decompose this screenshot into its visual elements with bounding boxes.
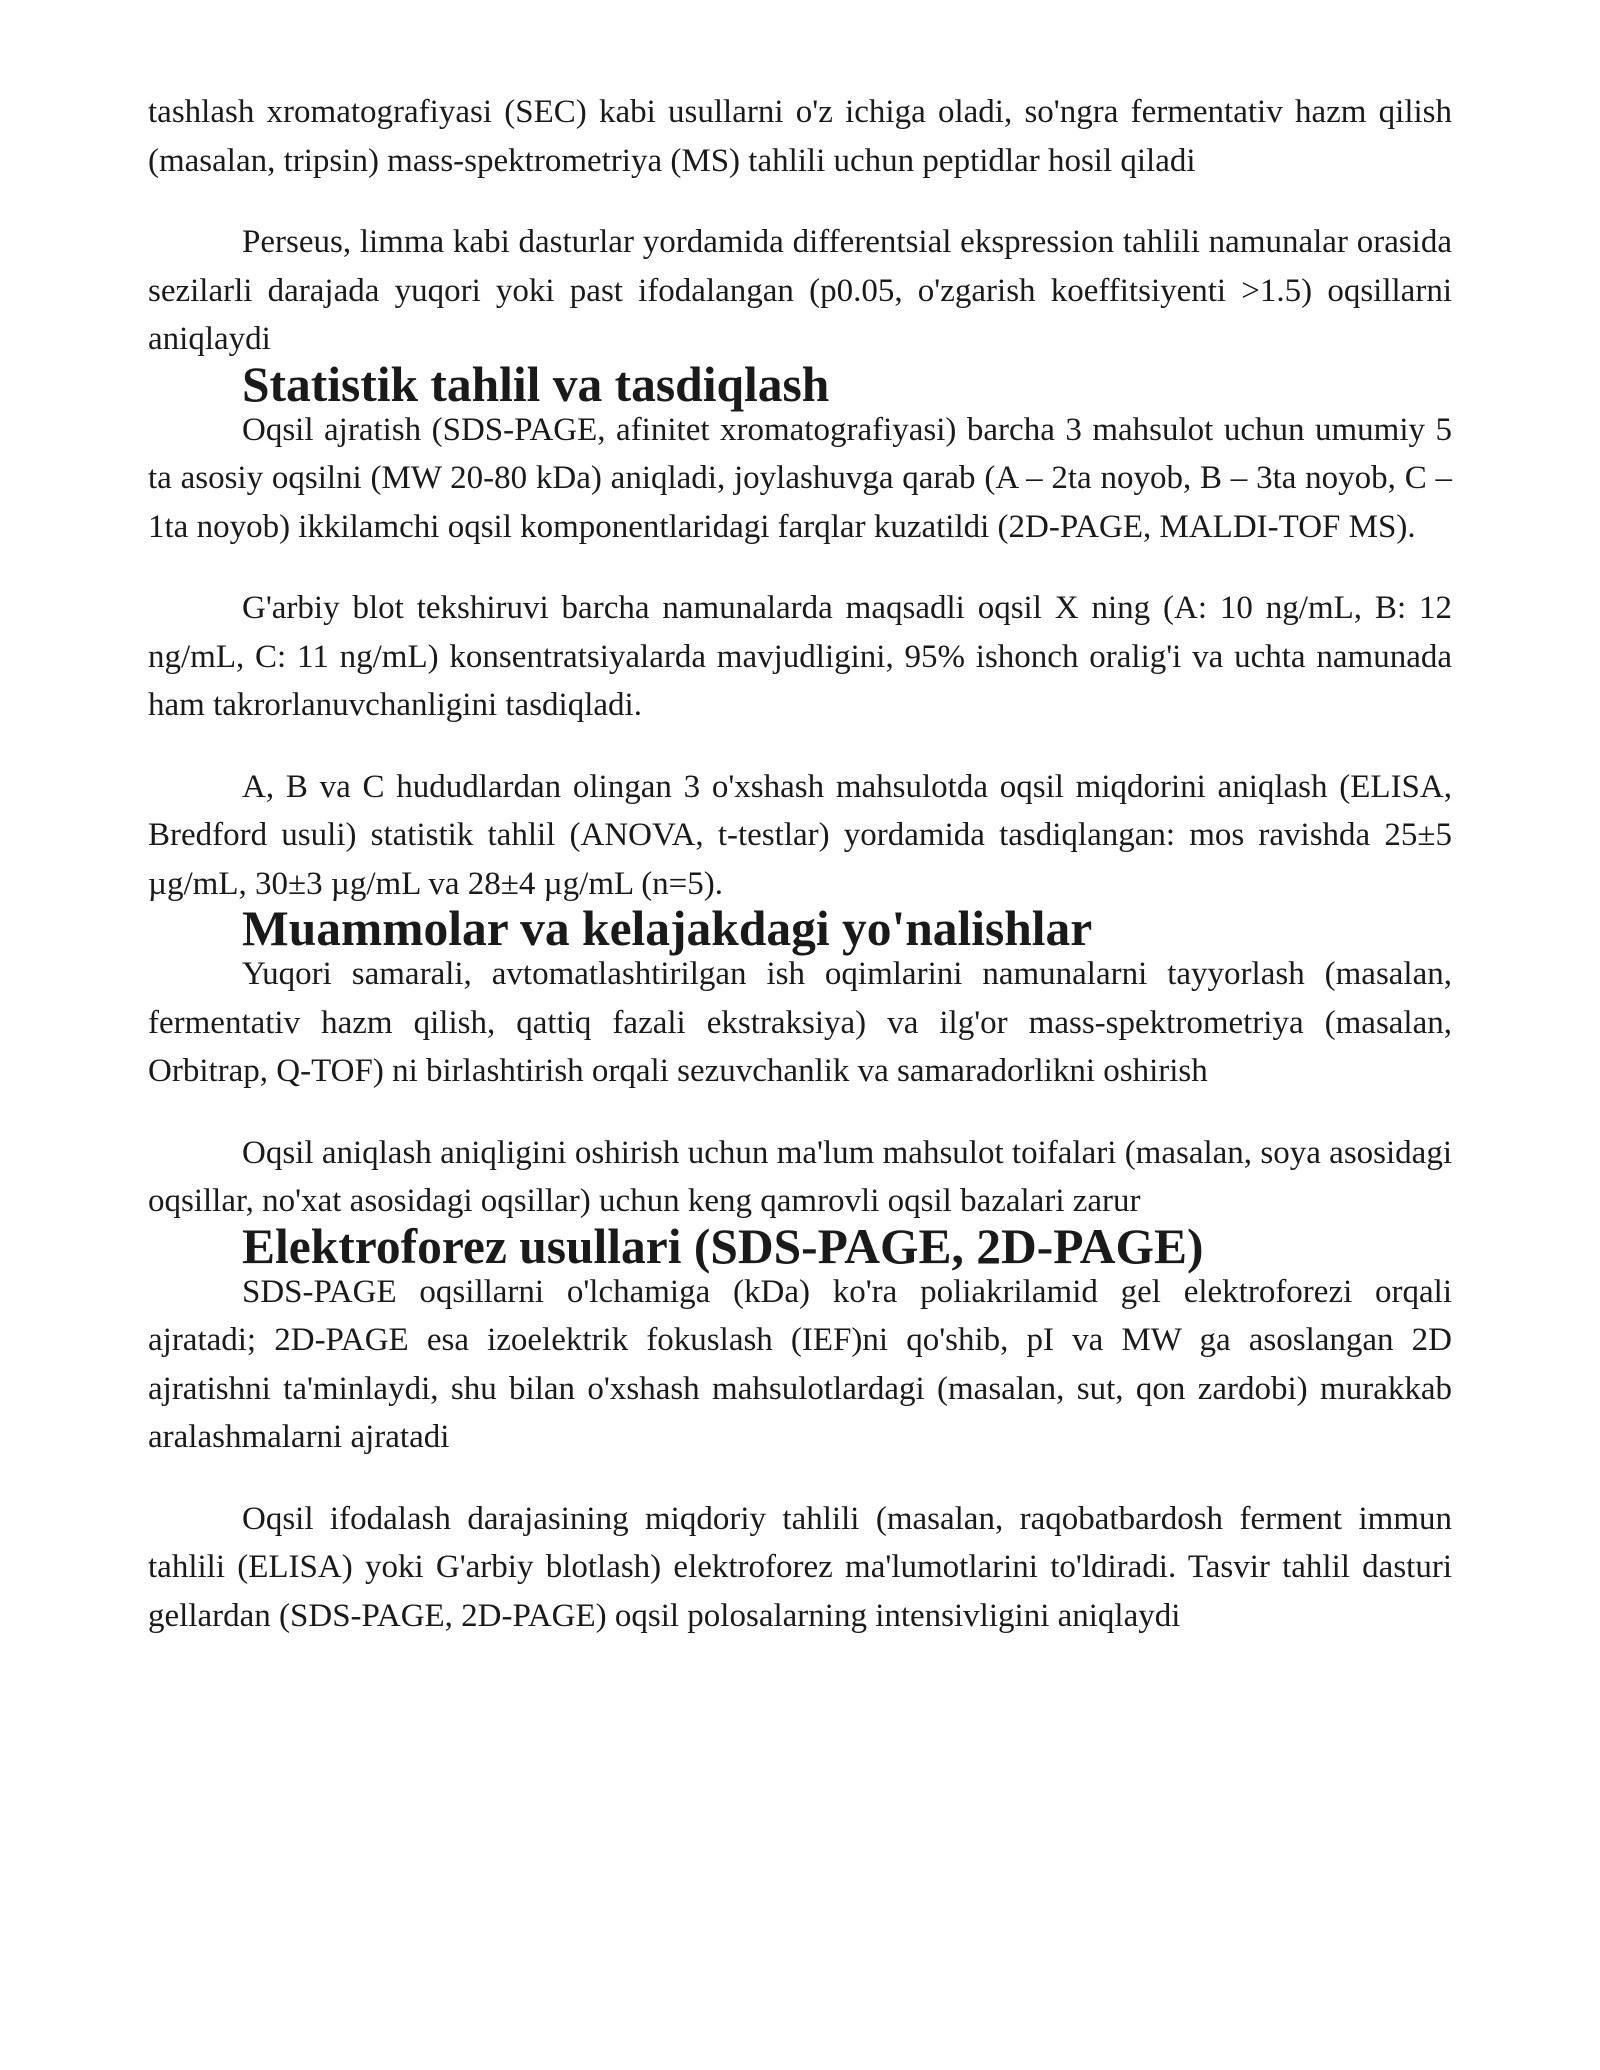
heading-electrophoresis-methods: Elektroforez usullari (SDS-PAGE, 2D-PAGE) (242, 1218, 1204, 1274)
paragraph-quantitative-analysis: Oqsil ifodalash darajasining miqdoriy tahlili (masalan, raqobatbardosh ferment immun tahlili (ELISA) yoki G'arbiy blotlash) elektroforez ma'lumotlarini to'ldiradi. Tasvir tahlil dasturi gellardan (SDS-PAGE, 2D-PAGE) oqsil polosalarning intensivligini aniqlaydi (148, 1500, 1452, 1634)
paragraph-protein-databases: Oqsil aniqlash aniqligini oshirish uchun ma'lum mahsulot toifalari (masalan, soya asosidagi oqsillar, no'xat asosidagi oqsillar) uchun keng qamrovli oqsil bazalari zarur (148, 1134, 1452, 1219)
paragraph-protein-quantification: A, B va C hududlardan olingan 3 o'xshash mahsulotda oqsil miqdorini aniqlash (ELISA, Bredford usuli) statistik tahlil (ANOVA, t-testlar) yordamida tasdiqlangan: mos ravishda 25±5 µg/mL, 30±3 µg/mL va 28±4 µg/mL (n=5). (148, 768, 1452, 902)
paragraph-differential-expression: Perseus, limma kabi dasturlar yordamida differentsial ekspression tahlili namunalar orasida sezilarli darajada yuqori yoki past ifodalangan (p0.05, o'zgarish koeffitsiyenti >1.5) oqsillarni aniqlaydi (148, 224, 1452, 357)
paragraph-sds-page: SDS-PAGE oqsillarni o'lchamiga (kDa) ko'ra poliakrilamid gel elektroforezi orqali ajratadi; 2D-PAGE esa izoelektrik fokuslash (IEF)ni qo'shib, pI va MW ga asoslangan 2D ajratishni ta'minlaydi, shu bilan o'xshash mahsulotlardagi (masalan, sut, qon zardobi) murakkab aralashmalarni ajratadi (148, 1273, 1452, 1455)
paragraph-western-blot: G'arbiy blot tekshiruvi barcha namunalarda maqsadli oqsil X ning (A: 10 ng/mL, B: 12 ng/mL, C: 11 ng/mL) konsentratsiyalarda mavjudligini, 95% ishonch oralig'i va uchta namunada ham takrorlanuvchanligini tasdiqladi. (148, 590, 1452, 723)
paragraph-automated-workflows: Yuqori samarali, avtomatlashtirilgan ish oqimlarini namunalarni tayyorlash (masalan, fermentativ hazm qilish, qattiq fazali ekstraksiya) va ilg'or mass-spektrometriya (masalan, Orbitrap, Q-TOF) ni birlashtirish orqali sezuvchanlik va samaradorlikni oshirish (148, 956, 1452, 1089)
heading-challenges-future: Muammolar va kelajakdagi yo'nalishlar (242, 901, 1093, 956)
document-page (148, 88, 1452, 1640)
heading-statistical-analysis: Statistik tahlil va tasdiqlash (242, 356, 830, 412)
paragraph-protein-separation: Oqsil ajratish (SDS-PAGE, afinitet xromatografiyasi) barcha 3 mahsulot uchun umumiy 5 ta asosiy oqsilni (MW 20-80 kDa) aniqladi, joylashuvga qarab (A – 2ta noyob, B – 3ta noyob, C – 1ta noyob) ikkilamchi oqsil komponentlaridagi farqlar kuzatildi (2D-PAGE, MALDI-TOF MS). (148, 411, 1452, 545)
paragraph-sec-digestion: tashlash xromatografiyasi (SEC) kabi usullarni o'z ichiga oladi, so'ngra fermentativ hazm qilish (masalan, tripsin) mass-spektrometriya (MS) tahlili uchun peptidlar hosil qiladi (148, 94, 1452, 179)
